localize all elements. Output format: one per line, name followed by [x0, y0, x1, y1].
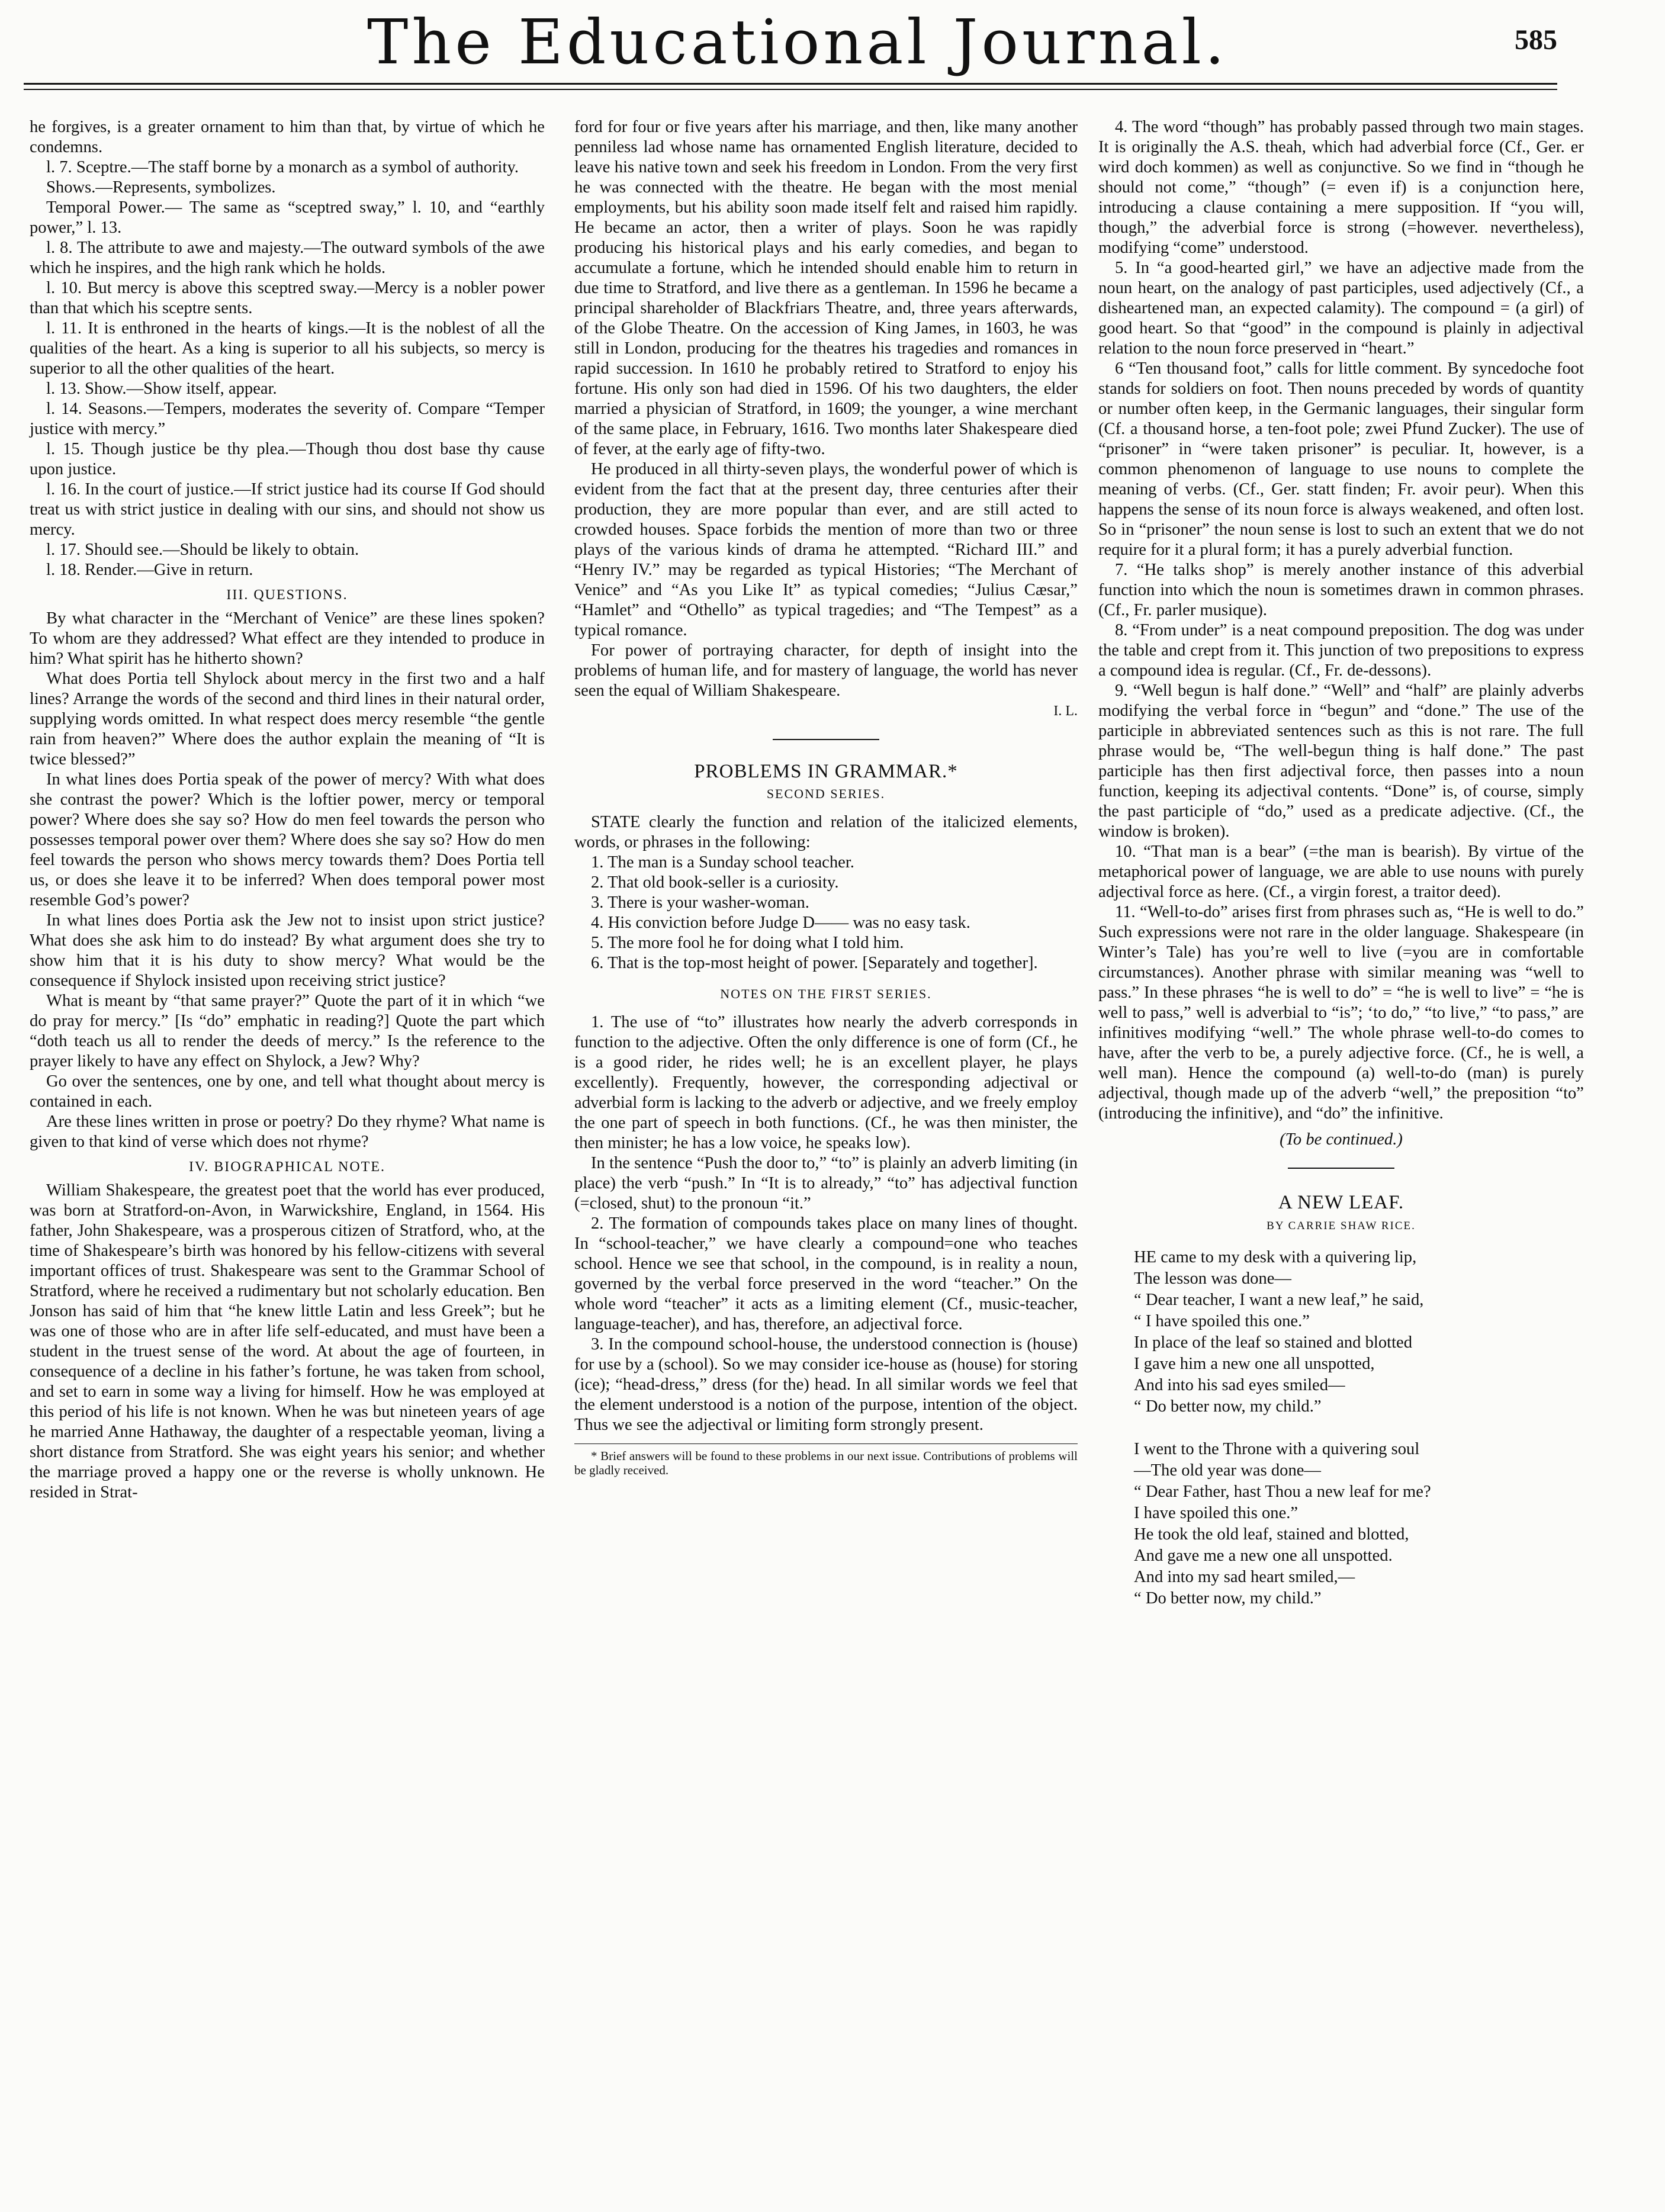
note-paragraph: 10. “That man is a bear” (=the man is bearish). By virtue of the metaphorical power of language, we are able to use nouns with purely adjectival force as here. (Cf., a virgin forest, a traitor deed). [1098, 843, 1584, 901]
biographical-note-heading: IV. BIOGRAPHICAL NOTE. [189, 1159, 385, 1175]
note-line-8: l. 8. The attribute to awe and majesty.—The outward symbols of the awe which he inspires, and the high rank which he holds. [30, 239, 545, 277]
poem-line: He took the old leaf, stained and blotted, [1134, 1525, 1409, 1544]
continued-note: (To be continued.) [1280, 1130, 1403, 1149]
journal-title: The Educational Journal. [367, 6, 1228, 78]
note-paragraph: 11. “Well-to-do” arises first from phrases such as, “He is well to do.” Such expressions were not rare in the older language. Shakespeare (in Winter’s Tale) has you’re well to live (=you are in comfortable circumstances). Another phrase with similar meaning was “well to pass.” In these phrases “he is well to do” = “he is well to live” = “he is well to pass,” well is adverbial to “is”; ‘to do,” “to live,” “to pass,” are infinitives modifying “well.” The whole phrase well-to-do comes to have, after the verb to be, a purely adjective force. (Cf., he is well, a well man). Hence the compound (a) well-to-do (man) is purely adjectival, though made up of the adverb “well,” the preposition “to” (introducing the infinitive), and “do” the infinitive. [1098, 903, 1584, 1123]
note-paragraph: 9. “Well begun is half done.” “Well” and “half” are plainly adverbs modifying the verbal force in “begun” and “done.” The use of the participle in abbreviated sentences such as this is not rare. The full phrase would be, “The well-begun thing is half done.” The past participle has then first adjectival force, then passes into a noun function, keeping its adjectival contents. “Done” is, of course, simply the past participle of “do,” used as a predicate adjective. (Cf., the window is broken). [1098, 681, 1584, 841]
note-temporal-power: Temporal Power.— The same as “sceptred sway,” l. 10, and “earthly power,” l. 13. [30, 198, 545, 237]
biography-paragraph: He produced in all thirty-seven plays, the wonderful power of which is evident from the fact that at the present day, three centuries after their production, they are more popular than ever, and are still acted to crowded houses. Space forbids the mention of more than two or three plays of the various kinds of drama he attempted. “Richard III.” and “Henry IV.” may be regarded as typical Histories; “The Merchant of Venice” and “As you Like It” as typical comedies; “Julius Cæsar,” “Hamlet” and “Othello” as typical tragedies; and “The Tempest” as a typical romance. [574, 460, 1078, 639]
paragraph: he forgives, is a greater ornament to him than that, by virtue of which he condemns. [30, 118, 545, 156]
question-paragraph: What is meant by “that same prayer?” Quote the part of it in which “we do pray for mercy.” [Is “do” emphatic in reading?] Quote the part which “doth teach us all to render the deeds of mercy.” Is the reference to the prayer likely to have any effect on Shylock, a Jew? Why? [30, 992, 545, 1070]
note-line-15: l. 15. Though justice be thy plea.—Though thou dost base thy cause upon justice. [30, 440, 545, 478]
poem-line: In place of the leaf so stained and blotted [1134, 1333, 1413, 1352]
poem-line: “ I have spoiled this one.” [1134, 1312, 1310, 1330]
notes-heading: NOTES ON THE FIRST SERIES. [720, 986, 932, 1001]
footnote: * Brief answers will be found to these problems in our next issue. Contributions of problems will be gladly received. [574, 1443, 1078, 1477]
note-paragraph: In the sentence “Push the door to,” “to” is plainly an adverb limiting (in place) the verb “push.” In “It is to already,” “to” has adjectival function (=closed, shut) to the pronoun “it.” [574, 1154, 1078, 1213]
poem-line: “ Dear Father, hast Thou a new leaf for me? [1134, 1483, 1431, 1501]
poem-line: And into his sad eyes smiled— [1134, 1376, 1345, 1394]
problem-item: 2. That old book-seller is a curiosity. [591, 873, 839, 892]
column-left [30, 117, 545, 1503]
biography-paragraph: William Shakespeare, the greatest poet that the world has ever produced, was born at Stratford-on-Avon, in Warwickshire, England, in 1564. His father, John Shakespeare, was a prosperous citizen of Stratford, who, at the time of Shakespeare’s birth was honored by his fellow-citizens with several important offices of trust. Shakespeare was sent to the Grammar School of Stratford, where he received a rudimentary but not scholarly education. Ben Jonson has said of him that “he knew little Latin and less Greek”; but he was one of those who are in after life self-educated, and must have been a student in the truest sense of the word. At about the age of fourteen, in consequence of a decline in his father’s fortune, he was taken from school, and set to earn in some way a living for himself. How he was employed at this period of his life is not known. When he was but nineteen years of age he married Anne Hathaway, the daughter of a respectable yeoman, living a short distance from Stratford. She was eight years his senior; and whether the marriage proved a happy one or the reverse is wholly unknown. He resided in Strat- [30, 1181, 545, 1502]
header-rule-secondary [24, 89, 1557, 90]
problem-item: 4. His conviction before Judge D—— was no easy task. [591, 914, 970, 932]
problem-item: 5. The more fool he for doing what I told him. [591, 934, 904, 952]
poem-line: HE came to my desk with a quivering lip, [1134, 1248, 1417, 1266]
question-paragraph: Go over the sentences, one by one, and tell what thought about mercy is contained in each. [30, 1072, 545, 1111]
note-line-16: l. 16. In the court of justice.—If strict justice had its course If God should treat us with strict justice in dealing with our sins, and should not show us mercy. [30, 480, 545, 539]
question-paragraph: In what lines does Portia ask the Jew not to insist upon strict justice? What does she ask him to do instead? By what argument does she try to show him that it is his duty to show mercy? What would be the consequence if Shylock insisted upon receiving strict justice? [30, 911, 545, 990]
note-paragraph: 4. The word “though” has probably passed through two main stages. It is originally the A.S. theah, which had adverbial force (Cf., Ger. er wird doch kommen) as well as conjunctive. So we find in “though he should not come,” “though” (= even if) is a conjunction here, introducing a clause containing a mere supposition. If “you will, though,” the adverbial force is strong (=however. nevertheless), modifying “come” understood. [1098, 118, 1584, 257]
column-right [1098, 117, 1584, 1631]
poem-byline: BY CARRIE SHAW RICE. [1267, 1220, 1416, 1232]
poem [1134, 1247, 1584, 1609]
poem-line: I have spoiled this one.” [1134, 1504, 1298, 1522]
poem-stanza [1134, 1439, 1584, 1609]
note-line-17: l. 17. Should see.—Should be likely to obtain. [46, 541, 359, 559]
note-paragraph: 3. In the compound school-house, the understood connection is (house) for use by a (school). So we may consider ice-house as (house) for storing (ice); “head-dress,” dress (for the) head. In all similar words we feel that the element understood is a notion of the purpose, intention of the object. Thus we see the adjectival or limiting form strongly present. [574, 1335, 1078, 1434]
column-middle [574, 117, 1078, 1477]
header-rule [24, 83, 1557, 85]
poem-stanza [1134, 1247, 1584, 1417]
note-line-11: l. 11. It is enthroned in the hearts of kings.—It is the noblest of all the qualities of the heart. As a king is superior to all his subjects, so mercy is superior to all the other qualities of the heart. [30, 319, 545, 378]
second-series-heading: SECOND SERIES. [766, 786, 886, 801]
question-paragraph: By what character in the “Merchant of Venice” are these lines spoken? To whom are they addressed? What effect are they intended to produce in him? What spirit has he hitherto shown? [30, 609, 545, 668]
page-number: 585 [1515, 24, 1557, 56]
note-paragraph: 1. The use of “to” illustrates how nearly the adverb corresponds in function to the adjective. Often the only difference is one of form (Cf., he is a good rider, he rides well; he is an excellent player, he plays excellently). Frequently, however, the corresponding adjectival or adverbial form is lacking to the adverb or adjective, and we freely employ the one part of speech in both functions. (Cf., he was then minister, the then minister; he has a low voice, he speaks low). [574, 1013, 1078, 1152]
questions-heading: III. QUESTIONS. [226, 587, 348, 603]
problems-heading: PROBLEMS IN GRAMMAR.* [694, 761, 958, 782]
note-paragraph: 7. “He talks shop” is merely another instance of this adverbial function into which the noun is sometimes drawn in common phrases. (Cf., Fr. parler musique). [1098, 561, 1584, 619]
section-divider [1288, 1168, 1394, 1169]
note-paragraph: 6 “Ten thousand foot,” calls for little comment. By syncedoche foot stands for soldiers on foot. Then nouns preceded by words of quantity or number often keep, in the Germanic languages, their singular form (Cf. a thousand horse, a ten-foot pole; zwei Pfund Zucker). The use of “prisoner” in “were taken prisoner” is peculiar. It, however, is a common phenomenon of language to use nouns to complete the meaning of verbs. (Cf., Ger. statt finden; Fr. avoir peur). When this happens the sense of its noun force is always weakened, and often lost. So in “prisoner” the noun sense is lost to such an extent that we do not require for it a plural form; it has a purely adverbial function. [1098, 359, 1584, 559]
note-paragraph: 2. The formation of compounds takes place on many lines of thought. In “school-teacher,” we have clearly a compound=one who teaches school. Hence we see that school, in the compound, is in reality a noun, governed by the verbal force preserved in the word “teacher.” On the whole word “teacher” it acts as a limiting element (Cf., music-teacher, language-teacher), and has, therefore, an adjectival force. [574, 1214, 1078, 1333]
note-shows: Shows.—Represents, symbolizes. [46, 178, 276, 197]
note-line-7: l. 7. Sceptre.—The staff borne by a monarch as a symbol of authority. [46, 158, 519, 176]
masthead [24, 0, 1557, 82]
biography-paragraph: ford for four or five years after his marriage, and then, like many another penniless lad whose name has ornamented English literature, decided to leave his native town and seek his freedom in London. From the very first he was connected with the theatre. He began with the most menial employments, but his ability soon made itself felt and raised him rapidly. He became an actor, then a writer of plays. Soon he was rapidly producing his historical plays and his early comedies, and began to accumulate a fortune, which he intended should enable him to return in due time to Stratford, and live there as a gentleman. In 1596 he became a principal shareholder of Blackfriars Theatre, and, three years afterwards, of the Globe Theatre. On the accession of King James, in 1603, he was still in London, producing for the theatres his tragedies and romances in rapid succession. In 1610 he probably retired to Stratford to enjoy his fortune. His only son had died in 1596. Of his two daughters, the elder married a physician of Stratford, in 1609; the younger, a wine merchant of the same place, in February, 1616. Two months later Shakespeare died of fever, at the early age of fifty-two. [574, 118, 1078, 458]
section-divider [773, 739, 879, 740]
poem-line: “ Do better now, my child.” [1134, 1589, 1322, 1607]
note-line-18: l. 18. Render.—Give in return. [46, 561, 253, 579]
poem-line: And into my sad heart smiled,— [1134, 1568, 1355, 1586]
note-paragraph: 5. In “a good-hearted girl,” we have an adjective made from the noun heart, on the analogy of past participles, used adjectively (Cf., a disheartened man, an expected calamity). The compound = (a girl) of good heart. So that “good” in the compound is plainly in adjectival relation to the noun force preserved in “heart.” [1098, 259, 1584, 358]
poem-line: I went to the Throne with a quivering soul [1134, 1440, 1420, 1458]
poem-line: I gave him a new one all unspotted, [1134, 1355, 1375, 1373]
note-line-13: l. 13. Show.—Show itself, appear. [46, 380, 277, 398]
problem-item: 1. The man is a Sunday school teacher. [591, 853, 854, 872]
question-paragraph: What does Portia tell Shylock about mercy in the first two and a half lines? Arrange the words of the second and third lines in their natural order, supplying words omitted. In what respect does mercy resemble “the gentle rain from heaven?” Where does the author explain the meaning of “It is twice blessed?” [30, 670, 545, 769]
problems-intro: STATE clearly the function and relation of the italicized elements, words, or phrases in the following: [574, 813, 1078, 851]
author-initials: I. L. [1053, 703, 1078, 719]
poem-line: The lesson was done— [1134, 1269, 1292, 1288]
poem-title: A NEW LEAF. [1278, 1192, 1404, 1213]
question-paragraph: In what lines does Portia speak of the power of mercy? With what does she contrast the power? Which is the loftier power, mercy or temporal power? Where does she say so? How do men feel towards the person who possesses temporal power over them? Where does she say so? How do men feel towards the person who shows mercy towards them? Does Portia tell us, or does she leave it to be inferred? When does temporal power most resemble God’s power? [30, 770, 545, 909]
poem-line: And gave me a new one all unspotted. [1134, 1547, 1393, 1565]
poem-line: “ Dear teacher, I want a new leaf,” he said, [1134, 1291, 1424, 1309]
problem-item: 6. That is the top-most height of power. [Separately and together]. [591, 954, 1038, 972]
biography-paragraph: For power of portraying character, for depth of insight into the problems of human life, and for mastery of language, the world has never seen the equal of William Shakespeare. [574, 641, 1078, 700]
note-line-14: l. 14. Seasons.—Tempers, moderates the severity of. Compare “Temper justice with mercy.” [30, 400, 545, 438]
problem-item: 3. There is your washer-woman. [591, 893, 809, 912]
poem-line: —The old year was done— [1134, 1461, 1322, 1480]
question-paragraph: Are these lines written in prose or poetry? Do they rhyme? What name is given to that kind of verse which does not rhyme? [30, 1113, 545, 1151]
poem-line: “ Do better now, my child.” [1134, 1397, 1322, 1416]
note-line-10: l. 10. But mercy is above this sceptred sway.—Mercy is a nobler power than that which his sceptre sents. [30, 279, 545, 317]
note-paragraph: 8. “From under” is a neat compound preposition. The dog was under the table and crept from it. This junction of two prepositions to express a compound idea is regular. (Cf., Fr. de-dessons). [1098, 621, 1584, 680]
